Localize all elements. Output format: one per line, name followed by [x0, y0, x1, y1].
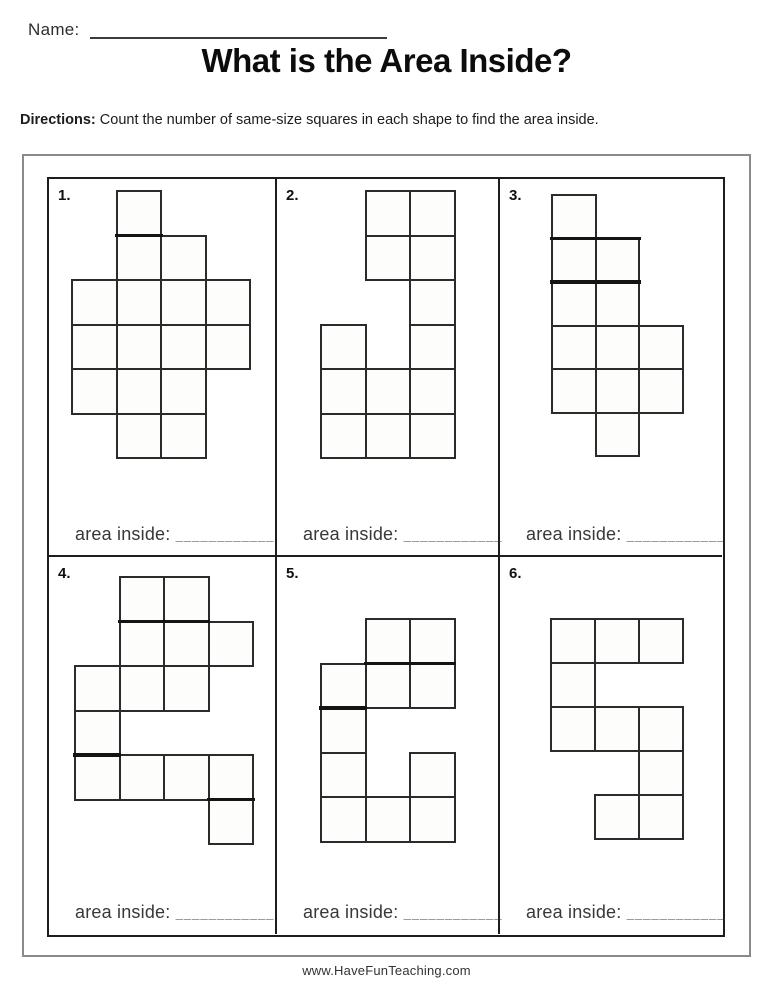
unit-square — [595, 238, 641, 284]
unit-square — [595, 281, 641, 327]
directions-label: Directions: — [20, 112, 96, 128]
unit-square — [365, 663, 412, 710]
unit-square — [71, 324, 118, 371]
unit-square — [551, 325, 597, 371]
unit-square — [638, 706, 684, 752]
unit-square — [71, 368, 118, 415]
unit-square — [71, 279, 118, 326]
unit-square — [550, 706, 596, 752]
bold-grid-line — [207, 798, 255, 802]
unit-square — [365, 368, 412, 415]
unit-square — [365, 796, 412, 843]
problem-number: 3. — [509, 187, 522, 204]
unit-square — [638, 368, 684, 414]
unit-square — [594, 794, 640, 840]
unit-square — [320, 413, 367, 460]
unit-square — [409, 190, 456, 237]
unit-square — [409, 324, 456, 371]
problem-number: 5. — [286, 565, 299, 582]
unit-square — [119, 754, 166, 801]
answer-blank[interactable]: ____________ — [626, 906, 726, 921]
answer-blank[interactable]: ____________ — [626, 528, 726, 543]
unit-square — [74, 710, 121, 757]
unit-square — [409, 663, 456, 710]
directions-text: Count the number of same-size squares in each shape to find the area inside. — [95, 112, 599, 128]
name-blank-line[interactable] — [90, 37, 387, 39]
unit-square — [116, 368, 163, 415]
unit-square — [550, 618, 596, 664]
unit-square — [320, 368, 367, 415]
area-inside-row — [526, 524, 725, 545]
unit-square — [638, 325, 684, 371]
unit-square — [116, 190, 163, 237]
unit-square — [320, 707, 367, 754]
unit-square — [550, 662, 596, 708]
area-inside-label: area inside: — [75, 902, 176, 922]
unit-square — [160, 368, 207, 415]
unit-square — [594, 706, 640, 752]
unit-square — [595, 325, 641, 371]
unit-square — [320, 663, 367, 710]
unit-square — [320, 324, 367, 371]
unit-square — [116, 413, 163, 460]
bold-grid-line — [319, 706, 367, 710]
area-inside-row — [75, 524, 274, 545]
unit-square — [119, 576, 166, 623]
unit-square — [320, 752, 367, 799]
area-inside-row — [75, 902, 274, 923]
unit-square — [594, 618, 640, 664]
unit-square — [551, 281, 597, 327]
bold-grid-line — [550, 237, 641, 241]
unit-square — [116, 324, 163, 371]
area-inside-label: area inside: — [526, 524, 627, 544]
unit-square — [163, 754, 210, 801]
unit-square — [160, 413, 207, 460]
problem-number: 1. — [58, 187, 71, 204]
unit-square — [365, 618, 412, 665]
unit-square — [74, 665, 121, 712]
unit-square — [551, 238, 597, 284]
name-label: Name: — [28, 20, 80, 39]
unit-square — [409, 796, 456, 843]
unit-square — [163, 665, 210, 712]
area-inside-label: area inside: — [303, 902, 404, 922]
unit-square — [409, 368, 456, 415]
unit-square — [365, 413, 412, 460]
unit-square — [208, 621, 255, 668]
unit-square — [160, 324, 207, 371]
unit-square — [365, 190, 412, 237]
unit-square — [638, 618, 684, 664]
unit-square — [409, 752, 456, 799]
unit-square — [208, 754, 255, 801]
unit-square — [116, 279, 163, 326]
unit-square — [551, 368, 597, 414]
area-inside-label: area inside: — [526, 902, 627, 922]
answer-blank[interactable]: ____________ — [403, 906, 503, 921]
answer-blank[interactable]: ____________ — [403, 528, 503, 543]
area-inside-row — [526, 902, 725, 923]
unit-square — [119, 621, 166, 668]
unit-square — [205, 324, 252, 371]
bold-grid-line — [364, 662, 457, 666]
unit-square — [409, 413, 456, 460]
unit-square — [320, 796, 367, 843]
bold-grid-line — [118, 620, 211, 624]
problem-cell-1 — [49, 179, 277, 557]
unit-square — [163, 621, 210, 668]
unit-square — [409, 235, 456, 282]
area-inside-row — [303, 902, 502, 923]
problem-cell-4 — [49, 557, 277, 934]
directions — [20, 112, 599, 128]
answer-blank[interactable]: ____________ — [175, 906, 275, 921]
unit-square — [409, 279, 456, 326]
area-inside-row — [303, 524, 502, 545]
unit-square — [595, 368, 641, 414]
problems-grid — [47, 177, 725, 937]
unit-square — [163, 576, 210, 623]
problem-number: 4. — [58, 565, 71, 582]
problem-number: 2. — [286, 187, 299, 204]
unit-square — [551, 194, 597, 240]
unit-square — [160, 279, 207, 326]
unit-square — [638, 794, 684, 840]
problem-cell-2 — [277, 179, 503, 557]
problem-cell-3 — [500, 179, 726, 557]
unit-square — [365, 235, 412, 282]
unit-square — [119, 665, 166, 712]
bold-grid-line — [550, 280, 641, 284]
unit-square — [409, 618, 456, 665]
unit-square — [160, 235, 207, 282]
problem-cell-6 — [500, 557, 726, 934]
answer-blank[interactable]: ____________ — [175, 528, 275, 543]
bold-grid-line — [73, 753, 121, 757]
page-title: What is the Area Inside? — [201, 42, 572, 79]
area-inside-label: area inside: — [75, 524, 176, 544]
unit-square — [638, 750, 684, 796]
unit-square — [205, 279, 252, 326]
unit-square — [208, 799, 255, 846]
footer-url: www.HaveFunTeaching.com — [302, 963, 471, 978]
problem-cell-5 — [277, 557, 503, 934]
unit-square — [74, 754, 121, 801]
problem-number: 6. — [509, 565, 522, 582]
unit-square — [116, 235, 163, 282]
area-inside-label: area inside: — [303, 524, 404, 544]
bold-grid-line — [115, 234, 163, 238]
unit-square — [595, 412, 641, 458]
